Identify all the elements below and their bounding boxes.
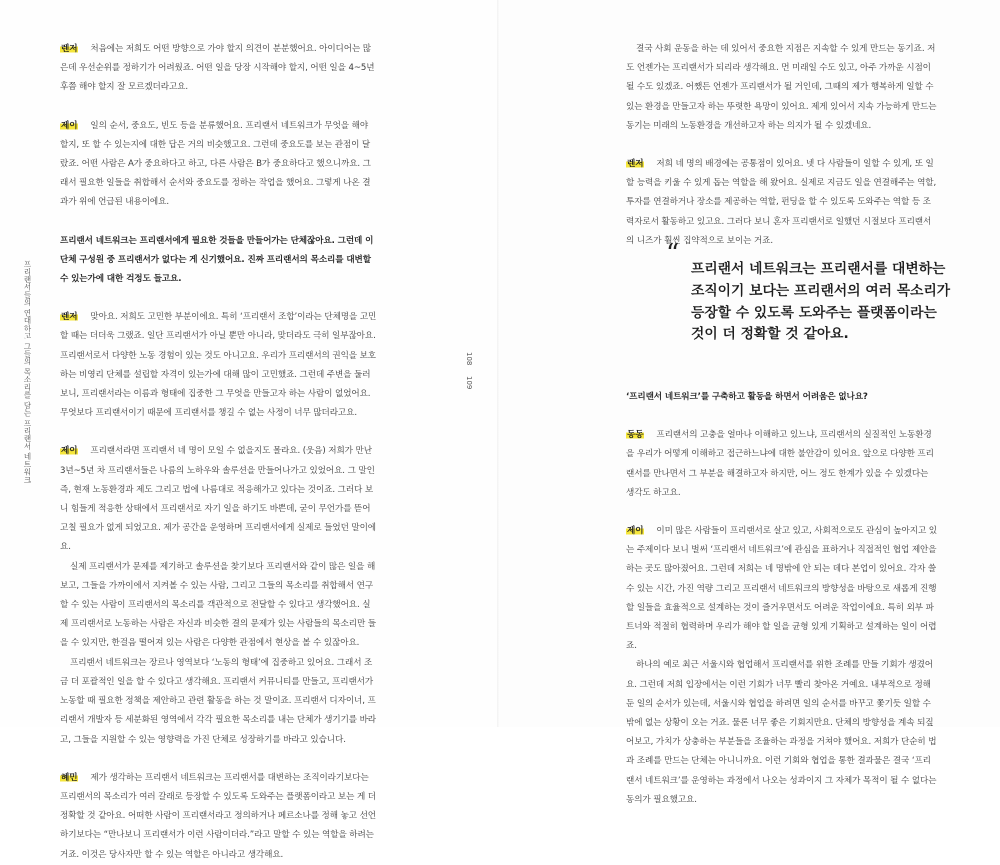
speaker-text: 맞아요. 저희도 고민한 부분이에요. 특히 ‘프리랜서 조합’이라는 단체명을 고민할 때는 더더욱 그랬죠. 일단 프리랜서가 아닐 뿐만 아니라, 맞더라도 극히 일부잖아요. 프리랜서로서 다양한 노동 경험이 있는 것도 아니고요. 우리가 프리랜서의 권익을 보호하는 비영리 단체를 설립할 자격이 있는가에 대해 많이 고민했죠. 그런데 주변을 둘러보니, 프리랜서라는 이름과 형태에 집중한 그 무엇을 만들고자 하는 사람이 없었어요. 무엇보다 프리랜서이기 때문에 프리랜서를 챙길 수 없는 사정이 너무 많더라고요. <box>60 312 377 419</box>
paragraph-gap <box>60 289 377 308</box>
speaker-name: 제이 <box>627 526 644 537</box>
speaker-name: 제이 <box>61 120 78 131</box>
right-top-text-column <box>626 40 938 251</box>
speaker-name: 렌저 <box>61 44 78 54</box>
speaker-name: 혜민 <box>61 772 78 783</box>
speaker-paragraph <box>626 155 938 251</box>
speaker-text: 저희 네 명의 배경에는 공통점이 있어요. 넷 다 사람들이 일할 수 있게, 또 일할 능력을 키울 수 있게 돕는 역할을 해 왔어요. 실제로 지금도 일을 연결해주는 역할, 투자를 연결하거나 장소를 제공하는 역할, 펀딩을 할 수 있도록 도와주는 역할 등 조력자로서 활동하고 있고요. 그러다 보니 혼자 프리랜서로 일했던 시절보다 프리랜서의 니즈가 훨씬 집약적으로 보이는 거죠. <box>626 159 937 246</box>
page-number-right: 109 <box>465 375 473 389</box>
speaker-name: 제이 <box>61 446 78 457</box>
speaker-text: 프리랜서라면 프리랜서 네 명이 모일 수 없을지도 몰라요. (웃음) 저희가 만난 3년~5년 차 프리랜서들은 나름의 노하우와 솔루션을 만들어나가고 있었어요. 그 말인즉, 현재 노동환경과 제도 그리고 법에 나름대로 적응해가고 있다는 것이죠. 그러다 보니 힘들게 적응한 상태에서 프리랜서로 자기 일을 하기도 바쁜데, 굳이 무언가를 뜯어고칠 필요가 없게 되었고요. 제가 공간을 운영하며 프리랜서에게 실제로 들었던 말이에요. <box>60 446 377 553</box>
interview-question: 프리랜서 네트워크는 프리랜서에게 필요한 것들을 만들어가는 단체잖아요. 그런데 이 단체 구성원 중 프리랜서가 없다는 게 신기했어요. 진짜 프리랜서의 목소리를 대변할 수 있는가에 대한 걱정도 들고요. <box>60 235 374 285</box>
right-bottom-text-column <box>626 388 938 810</box>
left-page <box>0 0 500 860</box>
paragraph-gap <box>626 407 938 426</box>
speaker-paragraph <box>60 769 377 865</box>
body-paragraph: 결국 사회 운동을 하는 데 있어서 중요한 지점은 지속할 수 있게 만드는 동기죠. 저도 언젠가는 프리랜서가 되리라 생각해요. 먼 미래일 수도 있고, 아주 가까운 시점이 될 수도 있겠죠. 어쨌든 언젠가 프리랜서가 될 거인데, 그때의 제가 행복하게 일할 수 있는 환경을 만들고자 하는 뚜렷한 욕망이 있어요. 제게 있어서 지속 가능하게 만드는 동기는 미래의 노동환경을 개선하고자 하는 의지가 될 수 있겠네요. <box>626 44 937 131</box>
left-text-column <box>60 40 377 865</box>
pull-quote-text: 프리랜서 네트워크는 프리랜서를 대변하는 조직이기 보다는 프리랜서의 여러 목소리가 등장할 수 있도록 도와주는 플랫폼이라는 것이 더 정확할 것 같아요. <box>691 261 951 343</box>
paragraph-gap <box>626 503 938 522</box>
speaker-paragraph <box>60 442 377 557</box>
right-page <box>500 0 1000 805</box>
page-numbers <box>465 348 473 393</box>
speaker-name: 렌저 <box>627 159 644 170</box>
speaker-name: 동동 <box>627 430 644 441</box>
running-head: 프리랜서들의 연대하고 그들의 목소리를 담는 프리랜서 네트워크 <box>23 260 32 484</box>
speaker-name: 렌저 <box>61 312 78 323</box>
paragraph-gap <box>60 423 377 442</box>
speaker-paragraph <box>60 308 377 423</box>
speaker-text: 제가 생각하는 프리랜서 네트워크는 프리랜서를 대변하는 조직이라기보다는 프리랜서의 목소리가 여러 갈래로 등장할 수 있도록 도와주는 플랫폼이라고 보는 게 더 정확할 것 같아요. 어떠한 사람이 프리랜서라고 정의하거나 페르소나를 정해 놓고 선언하기보다는 “만나보니 프리랜서가 이런 사람이더라.”라고 말할 수 있는 역할을 하려는 거죠. 이것은 당사자만 할 수 있는 역할은 아니라고 생각해요. <box>60 772 377 860</box>
speaker-text: 처음에는 저희도 어떤 방향으로 가야 할지 의견이 분분했어요. 아이디어는 많은데 우선순위를 정하기가 어려웠죠. 어떤 일을 당장 시작해야 할지, 어떤 일을 4~5년 후쯤 해야 할지 잘 모르겠더라고요. <box>60 44 375 93</box>
paragraph-gap <box>60 98 377 117</box>
speaker-paragraph <box>626 426 938 503</box>
interview-question: ‘프리랜서 네트워크’를 구축하고 활동을 하면서 어려움은 없나요? <box>626 392 868 402</box>
body-paragraph: 실제 프리랜서가 문제를 제기하고 솔루션을 찾기보다 프리랜서와 같이 많은 일을 해보고, 그들을 가까이에서 지켜볼 수 있는 사람, 그리고 그들의 목소리를 취합해서 연구할 수 있는 사람이 프리랜서의 목소리를 객관적으로 전달할 수 있다고 생각했어요. 실제 프리랜서로 노동하는 사람은 자신과 비슷한 결의 문제가 있는 사람들의 목소리만 들을 수 있지만, 한걸음 떨어져 있는 사람은 다양한 관점에서 현상을 볼 수 있잖아요. <box>60 561 377 649</box>
paragraph-gap <box>626 136 938 155</box>
speaker-paragraph <box>626 522 938 656</box>
speaker-paragraph <box>60 117 377 213</box>
paragraph-gap <box>60 213 377 232</box>
speaker-text: 이미 많은 사람들이 프리랜서로 살고 있고, 사회적으로도 관심이 높아지고 있는 주제이다 보니 벌써 ‘프리랜서 네트워크’에 관심을 표하거나 직접적인 협업 제안을 하는 곳도 많아졌어요. 그런데 저희는 네 명밖에 안 되는 데다 본업이 있어요. 각자 쓸 수 있는 시간, 가진 역량 그리고 프리랜서 네트워크의 방향성을 바탕으로 새롭게 진행할 일들을 효율적으로 설계하는 것이 즐거우면서도 어려운 작업이에요. 특히 외부 파트너와 적절히 협력하며 우리가 해야 할 일을 균형 있게 기획하고 설계하는 일이 어렵죠. <box>626 526 937 652</box>
speaker-text: 프리랜서의 고충을 얼마나 이해하고 있느냐, 프리랜서의 실질적인 노동환경을 우리가 어떻게 이해하고 접근하느냐에 대한 불안감이 있어요. 앞으로 다양한 프리랜서를 만나면서 그 부분을 해결하고자 하지만, 어느 정도 한계가 있을 수 있겠다는 생각도 하고요. <box>626 430 934 498</box>
speaker-text: 일의 순서, 중요도, 빈도 등을 분류했어요. 프리랜서 네트워크가 무엇을 해야 할지, 또 할 수 있는지에 대한 답은 거의 비슷했고요. 그런데 중요도를 보는 관점이 달랐죠. 어떤 사람은 A가 중요하다고 하고, 다른 사람은 B가 중요하다고 했으니까요. 그래서 필요한 일들을 취합해서 순서와 중요도를 정하는 작업을 했어요. 그렇게 나온 결과가 위에 언급된 내용이에요. <box>60 120 371 208</box>
paragraph-gap <box>60 750 377 769</box>
body-paragraph: 프리랜서 네트워크는 장르나 영역보다 ‘노동의 형태’에 집중하고 있어요. 그래서 조금 더 포괄적인 일을 할 수 있다고 생각해요. 프리랜서 커뮤니티를 만들고, 프리랜서가 노동할 때 필요한 정책을 제안하고 관련 활동을 하는 것 말이죠. 프리랜서 디자이너, 프리랜서 개발자 등 세분화된 영역에서 각각 필요한 목소리를 내는 단체가 생기기를 바라고, 그들을 지원할 수 있는 영향력을 가진 단체로 성장하기를 바라고 있습니다. <box>60 657 377 745</box>
body-paragraph: 하나의 예로 최근 서울시와 협업해서 프리랜서를 위한 조례를 만들 기회가 생겼어요. 그런데 저희 입장에서는 이런 기회가 너무 빨리 찾아온 거예요. 내부적으로 정해둔 일의 순서가 있는데, 서울시와 협업을 하려면 일의 순서를 바꾸고 쫓기듯 일할 수밖에 없는 상황이 오는 거죠. 물론 너무 좋은 기회지만요. 단체의 방향성을 계속 되짚어보고, 가치가 상충하는 부분들을 조율하는 과정을 거쳐야 했어요. 저희가 단순히 법과 조례를 만드는 단체는 아니니까요. 이런 기회와 협업을 통한 결과물은 결국 ‘프리랜서 네트워크’를 운영하는 과정에서 나오는 성과이지 그 자체가 목적이 될 수 없다는 동의가 필요했고요. <box>626 660 937 805</box>
quote-mark-icon: “ <box>666 239 680 269</box>
page-number-left: 108 <box>465 352 473 366</box>
speaker-paragraph <box>60 40 377 98</box>
